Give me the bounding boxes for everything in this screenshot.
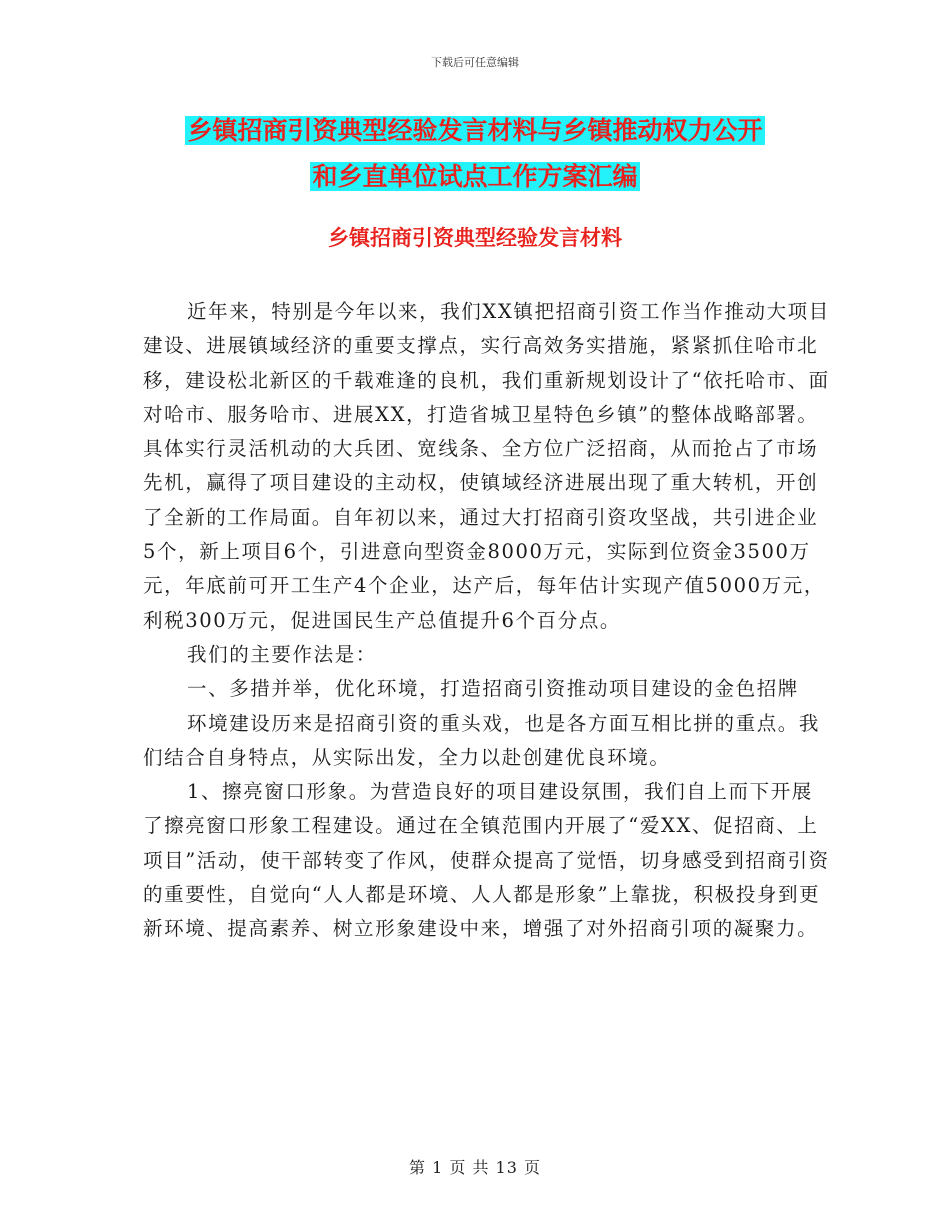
paragraph-environment: 环境建设历来是招商引资的重头戏，也是各方面互相比拼的重点。我们结合自身特点，从实际出发，全力以赴创建优良环境。: [143, 711, 821, 769]
section-title: 乡镇招商引资典型经验发言材料: [328, 226, 622, 250]
paragraph-methods-lead: 我们的主要作法是：: [187, 642, 377, 666]
document-title: [0, 108, 950, 200]
page-footer: 第 1 页 共 13 页: [409, 1158, 541, 1177]
paragraph-heading-1: 一、多措并举，优化环境，打造招商引资推动项目建设的金色招牌: [187, 677, 799, 701]
header-note: 下载后可任意编辑: [431, 56, 519, 69]
body-text: [143, 295, 831, 947]
paragraph-intro: 近年来，特别是今年以来，我们XX镇把招商引资工作当作推动大项目建设、进展镇域经济的重要支撑点，实行高效务实措施，紧紧抓住哈市北移，建设松北新区的千载难逢的良机，我们重新规划设计了“依托哈市、面对哈市、服务哈市、进展XX，打造省城卫星特色乡镇”的整体战略部署。具体实行灵活机动的大兵团、宽线条、全方位广泛招商，从而抢占了市场先机，赢得了项目建设的主动权，使镇域经济进展出现了重大转机，开创了全新的工作局面。自年初以来，通过大打招商引资攻坚战，共引进企业5个，新上项目6个，引进意向型资金8000万元，实际到位资金3500万元，年底前可开工生产4个企业，达产后，每年估计实现产值5000万元，利税300万元，促进国民生产总值提升6个百分点。: [143, 300, 830, 632]
title-line-2: 和乡直单位试点工作方案汇编: [312, 162, 638, 191]
paragraph-window-image: 1、擦亮窗口形象。为营造良好的项目建设氛围，我们自上而下开展了擦亮窗口形象工程建设。通过在全镇范围内开展了“爱XX、促招商、上项目”活动，使干部转变了作风，使群众提高了觉悟，切身感受到招商引资的重要性，自觉向“人人都是环境、人人都是形象”上靠拢，积极投身到更新环境、提高素养、树立形象建设中来，增强了对外招商引项的凝聚力。: [143, 780, 830, 941]
title-line-1: 乡镇招商引资典型经验发言材料与乡镇推动权力公开: [187, 116, 763, 145]
